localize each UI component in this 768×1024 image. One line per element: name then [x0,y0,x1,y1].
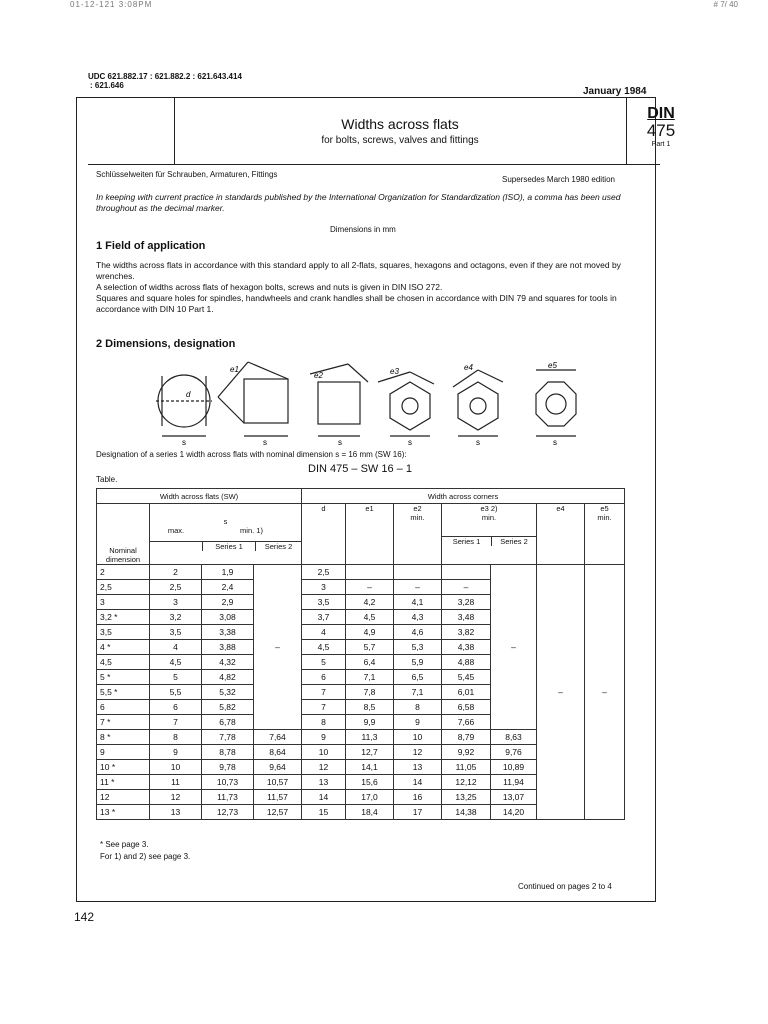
table-cell: 13 [394,760,442,775]
table-cell: 8,63 [491,730,537,745]
table-cell: 4 * [97,640,150,655]
widths-table [96,488,625,820]
table-cell: 11,3 [346,730,394,745]
footnote-1: * See page 3. [100,840,149,849]
e5-label: e5 [548,361,557,370]
table-cell: 14,38 [442,805,491,820]
table-cell: 12,73 [202,805,254,820]
table-cell: 8 [302,715,346,730]
table-cell: 8,78 [202,745,254,760]
table-cell: 10,73 [202,775,254,790]
table-cell: 2 [97,565,150,580]
header-nominal: Nominal dimension [97,504,150,565]
table-cell: 6,01 [442,685,491,700]
table-cell: 5 [302,655,346,670]
table-cell: 16 [394,790,442,805]
table-cell: 6,5 [394,670,442,685]
table-cell: 11 * [97,775,150,790]
table-cell: 9 [97,745,150,760]
header-e5-cell [585,504,625,565]
header-d: d [302,504,346,565]
din-label: DIN [647,105,675,122]
table-row [97,565,625,580]
table-cell: 6,78 [202,715,254,730]
table-cell: 11,94 [491,775,537,790]
table-cell: 8 [394,700,442,715]
table-cell: 3,7 [302,610,346,625]
table-cell: 9,64 [254,760,302,775]
table-cell: 5 * [97,670,150,685]
square-profile [218,362,288,436]
table-cell: 10 [302,745,346,760]
document-subtitle: for bolts, screws, valves and fittings [321,135,479,146]
fax-header: 01-12-121 3:08PM [70,0,153,9]
table-cell: 11 [150,775,202,790]
section-1-heading: 1 Field of application [96,240,206,252]
designation-code: DIN 475 – SW 16 – 1 [308,463,412,475]
table-cell [442,565,491,580]
table-cell: 3,48 [442,610,491,625]
section-1-paragraph: A selection of widths across flats of hexagon bolts, screws and nuts is given in DIN ISO 272. [96,282,443,292]
udc-code [88,72,242,90]
table-cell: 5,45 [442,670,491,685]
udc-line-2: : 621.646 [90,81,124,90]
table-cell: 6 [150,700,202,715]
table-cell: 5,7 [346,640,394,655]
table-cell: 14 [394,775,442,790]
e2-label: e2 [314,371,323,380]
e4-label: e4 [464,363,473,372]
header-e2-cell [394,504,442,565]
table-cell: 2,9 [202,595,254,610]
table-body [97,565,625,820]
header-e1: e1 [346,504,394,565]
table-cell: 4,82 [202,670,254,685]
din-badge [628,105,694,148]
e1-label: e1 [230,365,239,374]
e3-label: e3 [390,367,399,376]
table-cell: 7,1 [394,685,442,700]
table-cell: 5,5 [150,685,202,700]
table-cell: 6,4 [346,655,394,670]
hexagon-corner-profile [453,370,503,436]
table-cell: 8,5 [346,700,394,715]
table-cell: 5,9 [394,655,442,670]
profile-figures-svg [148,352,618,447]
fax-header-right: # 7/ 40 [713,0,738,9]
din-number: 475 [646,121,676,140]
german-title: Schlüsselweiten für Schrauben, Armaturen, Fittings [96,170,278,179]
header-series-1: Series 1 [202,542,256,551]
table-cell: 10 * [97,760,150,775]
table-cell: – [394,580,442,595]
header-e3-series-2: Series 2 [500,537,528,546]
s-label: s [263,438,267,447]
table-cell: 9 [150,745,202,760]
footnote-2: For 1) and 2) see page 3. [100,852,191,861]
table-cell: 4,9 [346,625,394,640]
table-cell: 9,76 [491,745,537,760]
d-label: d [186,390,191,399]
table-cell: 7,66 [442,715,491,730]
table-cell: 14,1 [346,760,394,775]
table-cell: 8,79 [442,730,491,745]
table-cell: 12,12 [442,775,491,790]
header-e3-series-1: Series 1 [442,537,492,546]
s-label: s [408,438,412,447]
table-cell: 13 [150,805,202,820]
table-cell: 12,57 [254,805,302,820]
table-cell: 3 [302,580,346,595]
table-cell: 15 [302,805,346,820]
table-cell: 11,73 [202,790,254,805]
profile-figures [148,352,618,447]
comma-note: In keeping with current practice in standards published by the International Organization for Standardization (ISO), a comma has been used throughout as the decimal marker. [96,192,621,213]
table-cell: 3,5 [97,625,150,640]
udc-line-1: UDC 621.882.17 : 621.882.2 : 621.643.414 [88,72,242,81]
header-width-across-corners: Width across corners [302,489,625,504]
s-label: s [553,438,557,447]
table-cell: 2,4 [202,580,254,595]
table-cell: 8 [150,730,202,745]
header-e3-group [442,504,537,565]
merged-cell-e5: – [585,565,625,820]
table-cell: 3,88 [202,640,254,655]
s-label: s [182,438,186,447]
table-cell: 3,38 [202,625,254,640]
table-cell: 3,28 [442,595,491,610]
table-cell: 2,5 [302,565,346,580]
table-cell: 5 [150,670,202,685]
two-flat-profile [156,375,212,436]
table-cell: 3,2 [150,610,202,625]
table-cell: 4,5 [302,640,346,655]
table-cell: 3,08 [202,610,254,625]
table-cell: – [346,580,394,595]
table-cell: 7 * [97,715,150,730]
header-title-cell [174,97,627,164]
document-title: Widths across flats [341,116,459,132]
table-cell: 8,64 [254,745,302,760]
section-1-paragraph: Squares and square holes for spindles, handwheels and crank handles shall be chosen in accordance with DIN 79 and squares for tools in accordance with DIN 10 Part 1. [96,293,617,314]
table-cell: 4,1 [394,595,442,610]
table-cell: 4 [150,640,202,655]
header-e4: e4 [537,504,585,565]
s-label: s [338,438,342,447]
s-label: s [476,438,480,447]
table-cell: 4,2 [346,595,394,610]
table-cell: 18,4 [346,805,394,820]
table-cell: 3,5 [302,595,346,610]
table-cell: 5,5 * [97,685,150,700]
header-left-cell [88,97,175,164]
table-cell: 6,58 [442,700,491,715]
table-cell: 13 [302,775,346,790]
table-cell: 4,5 [97,655,150,670]
page-number: 142 [74,910,95,924]
header-e5-min: min. [597,513,612,522]
table-cell: 7 [302,700,346,715]
header-s-group [150,504,302,565]
header-e2-min: min. [410,513,425,522]
table-cell: 6 [97,700,150,715]
table-cell: 10 [394,730,442,745]
table-cell: 2,5 [97,580,150,595]
table-cell: 7,8 [346,685,394,700]
table-cell: 2,5 [150,580,202,595]
table-cell: 3 [150,595,202,610]
table-cell: 13 * [97,805,150,820]
dimensions-unit: Dimensions in mm [330,225,396,234]
table-cell [346,565,394,580]
designation-text: Designation of a series 1 width across flats with nominal dimension s = 16 mm (SW 16): [96,450,407,459]
table-cell: 3,2 * [97,610,150,625]
table-cell: 3 [97,595,150,610]
table-label: Table. [96,475,118,484]
table-cell: 7 [150,715,202,730]
table-cell: 10,89 [491,760,537,775]
table-cell: 4,5 [150,655,202,670]
table-cell: 6 [302,670,346,685]
table-cell: 10,57 [254,775,302,790]
header-e3-min: min. [481,513,497,522]
issue-date: January 1984 [583,86,647,97]
table-cell: 2 [150,565,202,580]
table-cell: 12 [302,760,346,775]
section-1-paragraph: The widths across flats in accordance with this standard apply to all 2-flats, squares, hexagons and octagons, even if they are not moved by wrenches. [96,260,621,281]
header-min: min. 1) [240,526,263,535]
table-cell: 5,3 [394,640,442,655]
table-cell: 3,5 [150,625,202,640]
table-cell [394,565,442,580]
table-cell: 13,25 [442,790,491,805]
header-width-across-flats: Width across flats (SW) [97,489,302,504]
table-cell: 9,78 [202,760,254,775]
header-series-2: Series 2 [264,542,293,551]
table-cell: 5,82 [202,700,254,715]
header-max: max. [167,526,185,535]
table-cell: 14,20 [491,805,537,820]
table-group-header-row [97,489,625,504]
table-cell: 3,82 [442,625,491,640]
table-cell: 12 [394,745,442,760]
table-cell: 10 [150,760,202,775]
table-cell: 4,5 [346,610,394,625]
supersedes-note: Supersedes March 1980 edition [502,175,615,184]
table-column-header-row [97,504,625,565]
table-cell: 1,9 [202,565,254,580]
header-e2: e2 [413,504,422,513]
header-s: s [223,517,228,526]
merged-cell-series-2: – [254,565,302,730]
table-cell: 7 [302,685,346,700]
section-2-heading: 2 Dimensions, designation [96,338,236,350]
table-cell: 8 * [97,730,150,745]
continued-note: Continued on pages 2 to 4 [518,882,612,891]
table-cell: 12,7 [346,745,394,760]
merged-cell-e4: – [537,565,585,820]
table-cell: 4,32 [202,655,254,670]
table-cell: 5,32 [202,685,254,700]
hexagon-profile [378,372,434,436]
table-cell: 7,1 [346,670,394,685]
table-cell: 17,0 [346,790,394,805]
table-cell: 11,57 [254,790,302,805]
section-1-text [96,260,648,315]
merged-cell-e3-series-2: – [491,565,537,730]
table-cell: 12 [97,790,150,805]
table-cell: 15,6 [346,775,394,790]
document-header [88,97,676,165]
table-cell: 4,6 [394,625,442,640]
din-part: Part 1 [651,141,671,148]
table-cell: 9 [394,715,442,730]
table-cell: 9 [302,730,346,745]
table-cell: 7,64 [254,730,302,745]
table-cell: 4,88 [442,655,491,670]
table-cell: 4,38 [442,640,491,655]
table-cell: 9,92 [442,745,491,760]
table-cell: 13,07 [491,790,537,805]
table-cell: 14 [302,790,346,805]
table-cell: 7,78 [202,730,254,745]
table-cell: 4,3 [394,610,442,625]
header-e3: e3 2) [480,504,498,513]
table-cell: 4 [302,625,346,640]
octagon-profile [536,370,576,436]
table-cell: 9,9 [346,715,394,730]
table-cell: 11,05 [442,760,491,775]
table-cell: 17 [394,805,442,820]
table-cell: 12 [150,790,202,805]
table-cell: – [442,580,491,595]
header-e5: e5 [600,504,609,513]
